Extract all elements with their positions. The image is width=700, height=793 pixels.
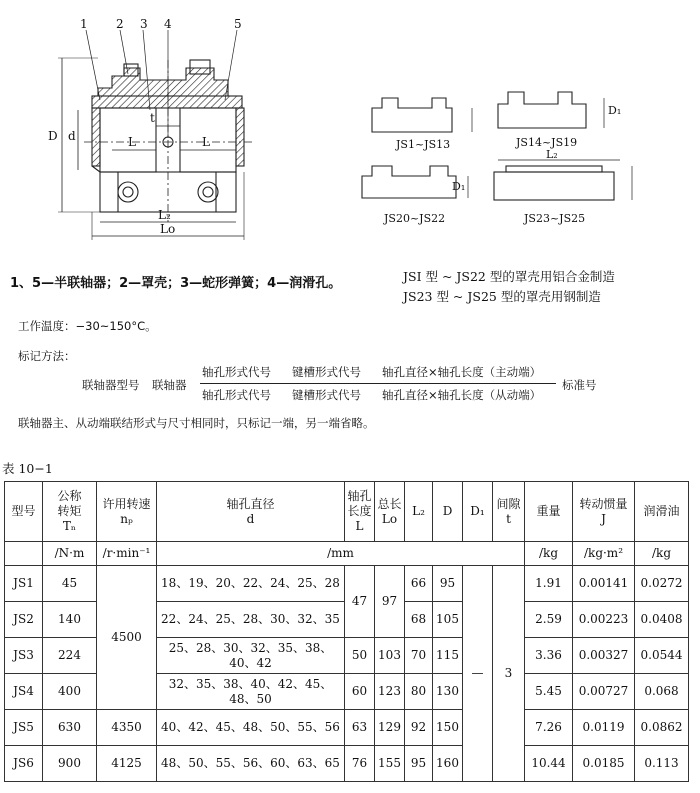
cell-L2: 92: [405, 710, 433, 746]
cell-model: JS3: [5, 638, 43, 674]
callout-3: 3: [140, 17, 148, 31]
cell-L2: 70: [405, 638, 433, 674]
spec-table: [4, 481, 689, 782]
cell-weight: 2.59: [525, 602, 573, 638]
cell-total: 155: [375, 746, 405, 782]
cell-grease: 0.068: [635, 674, 689, 710]
cell-D1: —: [463, 566, 493, 782]
cell-length: 47: [345, 566, 375, 638]
callout-4: 4: [164, 17, 172, 31]
material-note-2: JS23 型 ~ JS25 型的罩壳用钢制造: [403, 289, 601, 304]
unit-mm: /mm: [157, 542, 525, 566]
cell-D: 95: [433, 566, 463, 602]
unit-torque: /N·m: [43, 542, 97, 566]
cell-model: JS5: [5, 710, 43, 746]
cell-weight: 7.26: [525, 710, 573, 746]
cell-torque: 140: [43, 602, 97, 638]
cell-D: 160: [433, 746, 463, 782]
cell-model: JS2: [5, 602, 43, 638]
dim-D1-b: D₁: [452, 180, 466, 193]
marking-title: 标记方法：: [18, 349, 76, 363]
cell-bore: 48、50、55、56、60、63、65: [157, 746, 345, 782]
cell-grease: 0.113: [635, 746, 689, 782]
cell-inertia: 0.0185: [573, 746, 635, 782]
variant-label-2: JS14~JS19: [516, 136, 578, 149]
cell-grease: 0.0408: [635, 602, 689, 638]
formula-bottom-1: 轴孔形式代号: [202, 388, 271, 402]
cell-speed: 4350: [97, 710, 157, 746]
cell-model: JS6: [5, 746, 43, 782]
cell-weight: 3.36: [525, 638, 573, 674]
unit-weight: /kg: [525, 542, 573, 566]
main-coupling-view: [58, 30, 252, 240]
cell-inertia: 0.00727: [573, 674, 635, 710]
cell-L2: 68: [405, 602, 433, 638]
cell-total: 97: [375, 566, 405, 638]
cell-model: JS4: [5, 674, 43, 710]
th-bore-length: 轴孔 长度 L: [345, 482, 375, 542]
formula-bottom-3: 轴孔直径×轴孔长度（从动端）: [382, 388, 542, 402]
formula-bottom-2: 键槽形式代号: [292, 388, 361, 402]
cell-torque: 630: [43, 710, 97, 746]
cell-D: 115: [433, 638, 463, 674]
cell-D: 130: [433, 674, 463, 710]
dim-L2: L₂: [158, 208, 171, 222]
callout-1: 1: [80, 17, 88, 31]
cell-weight: 1.91: [525, 566, 573, 602]
cell-length: 50: [345, 638, 375, 674]
unit-grease: /kg: [635, 542, 689, 566]
marking-note: 联轴器主、从动端联结形式与尺寸相同时，只标记一端，另一端省略。: [18, 416, 375, 430]
variant-sketch-1: [372, 98, 452, 132]
cell-length: 60: [345, 674, 375, 710]
technical-drawing: [0, 0, 700, 265]
th-weight: 重量: [525, 482, 573, 542]
cell-torque: 900: [43, 746, 97, 782]
formula-model-code: 联轴器型号: [82, 378, 140, 392]
header-row: [5, 482, 689, 542]
formula-top-1: 轴孔形式代号: [202, 365, 271, 379]
dim-L-right: L: [202, 135, 210, 149]
callout-5: 5: [234, 17, 242, 31]
cell-total: 123: [375, 674, 405, 710]
unit-speed: /r·min⁻¹: [97, 542, 157, 566]
th-total-length: 总长 Lo: [375, 482, 405, 542]
th-inertia: 转动惯量 J: [573, 482, 635, 542]
cell-L2: 95: [405, 746, 433, 782]
dim-D: D: [48, 129, 58, 143]
th-gap: 间隙 t: [493, 482, 525, 542]
formula-standard: 标准号: [562, 378, 597, 392]
cell-D: 150: [433, 710, 463, 746]
cell-grease: 0.0544: [635, 638, 689, 674]
cell-torque: 400: [43, 674, 97, 710]
cell-bore: 40、42、45、48、50、55、56: [157, 710, 345, 746]
variant-label-4: JS23~JS25: [524, 212, 586, 225]
dim-t: t: [150, 111, 155, 125]
formula-top-2: 键槽形式代号: [292, 365, 361, 379]
cell-length: 63: [345, 710, 375, 746]
formula-fraction-line: [200, 383, 556, 384]
cell-weight: 5.45: [525, 674, 573, 710]
th-grease: 润滑油: [635, 482, 689, 542]
cell-gap: 3: [493, 566, 525, 782]
variant-label-1: JS1~JS13: [396, 138, 451, 151]
formula-top-3: 轴孔直径×轴孔长度（主动端）: [382, 365, 542, 379]
cell-weight: 10.44: [525, 746, 573, 782]
table-row: [5, 710, 689, 746]
formula-coupling: 联轴器: [152, 378, 187, 392]
cell-bore: 25、28、30、32、35、38、40、42: [157, 638, 345, 674]
cell-speed: 4500: [97, 566, 157, 710]
dim-D1: D₁: [608, 104, 622, 117]
dim-Lo: Lo: [160, 222, 176, 236]
th-D1: D₁: [463, 482, 493, 542]
cell-model: JS1: [5, 566, 43, 602]
variant-sketch-3: [362, 166, 456, 198]
marking-formula: [82, 363, 622, 409]
variant-sketch-2: [498, 92, 586, 128]
cell-bore: 18、19、20、22、24、25、28: [157, 566, 345, 602]
cell-torque: 45: [43, 566, 97, 602]
cell-inertia: 0.0119: [573, 710, 635, 746]
cell-bore: 32、35、38、40、42、45、48、50: [157, 674, 345, 710]
parts-legend: 1、5—半联轴器；2—罩壳；3—蛇形弹簧；4—润滑孔。: [10, 276, 342, 291]
material-note-1: JSI 型 ~ JS22 型的罩壳用铝合金制造: [403, 269, 615, 284]
cell-inertia: 0.00141: [573, 566, 635, 602]
dim-d: d: [68, 129, 76, 143]
cell-inertia: 0.00223: [573, 602, 635, 638]
material-notes: [403, 267, 615, 307]
cell-L2: 66: [405, 566, 433, 602]
cell-total: 129: [375, 710, 405, 746]
table-row: [5, 746, 689, 782]
callout-2: 2: [116, 17, 124, 31]
variant-label-3: JS20~JS22: [384, 212, 446, 225]
table-title: 表 10−1: [2, 461, 53, 476]
th-bore: 轴孔直径 d: [157, 482, 345, 542]
unit-inertia: /kg·m²: [573, 542, 635, 566]
cell-grease: 0.0862: [635, 710, 689, 746]
cell-L2: 80: [405, 674, 433, 710]
th-speed: 许用转速 nₚ: [97, 482, 157, 542]
temperature-text: 工作温度：−30~150°C。: [18, 319, 157, 333]
th-torque: 公称 转矩 Tₙ: [43, 482, 97, 542]
units-row: [5, 542, 689, 566]
dim-L2-small: L₂: [546, 148, 558, 161]
dim-L-left: L: [128, 135, 136, 149]
table-row: [5, 566, 689, 602]
cell-bore: 22、24、25、28、30、32、35: [157, 602, 345, 638]
cell-grease: 0.0272: [635, 566, 689, 602]
cell-D: 105: [433, 602, 463, 638]
cell-inertia: 0.00327: [573, 638, 635, 674]
cell-speed: 4125: [97, 746, 157, 782]
th-D: D: [433, 482, 463, 542]
th-model: 型号: [5, 482, 43, 542]
variant-sketch-4: [494, 172, 614, 200]
cell-length: 76: [345, 746, 375, 782]
cell-torque: 224: [43, 638, 97, 674]
th-L2: L₂: [405, 482, 433, 542]
cell-total: 103: [375, 638, 405, 674]
